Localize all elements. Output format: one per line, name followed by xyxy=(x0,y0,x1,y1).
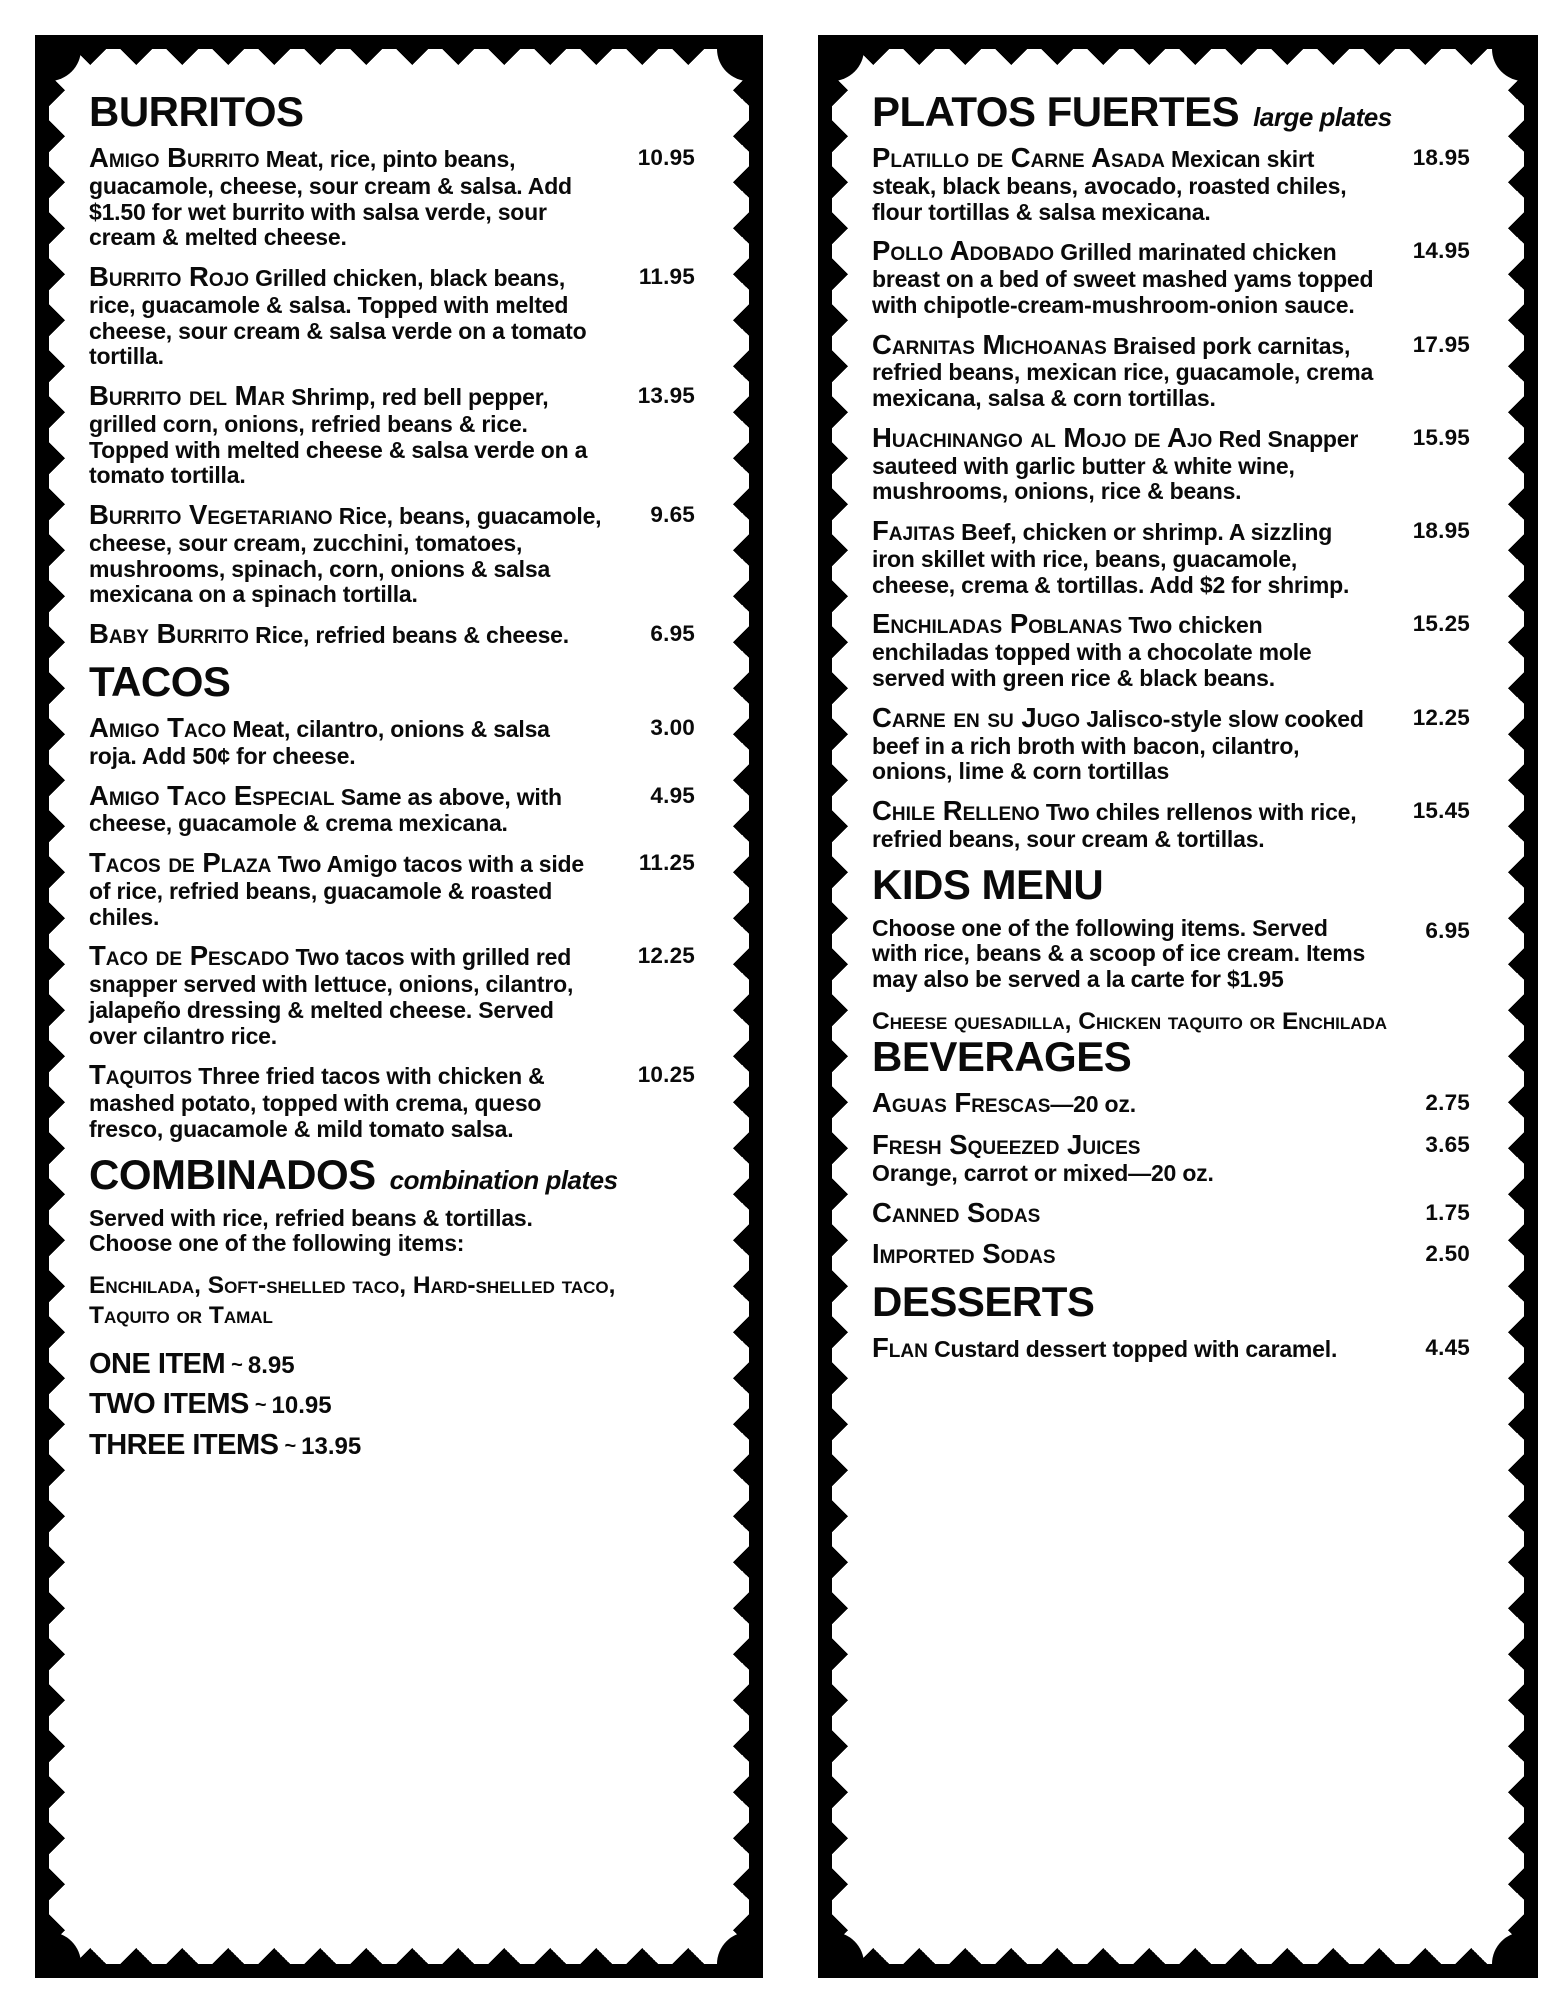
item-desc: Two chicken enchiladas topped with a chocolate mole served with green rice & black beans. xyxy=(872,612,1312,692)
item-name: Pollo Adobado xyxy=(872,235,1055,267)
zigzag-border-top xyxy=(67,49,731,65)
kids-menu-choices: Cheese quesadilla, Chicken taquito or Enchilada xyxy=(872,1007,1388,1035)
section-title-burritos: BURRITOS xyxy=(89,88,304,135)
item-name: Amigo Taco xyxy=(89,711,227,743)
item-name: Flan xyxy=(872,1332,928,1364)
item-price: 11.25 xyxy=(638,850,695,876)
item-name: Chile Relleno xyxy=(872,795,1040,827)
combo-option: THREE ITEMS ~ 13.95 xyxy=(89,1428,362,1461)
item-price: 1.75 xyxy=(1425,1199,1470,1225)
item-price: 11.95 xyxy=(638,264,695,290)
corner-fillet xyxy=(1492,1932,1524,1964)
item-price: 14.95 xyxy=(1412,238,1470,264)
tilde-separator: ~ xyxy=(254,1394,267,1417)
combinados-options xyxy=(89,1348,695,1462)
item-price: 3.65 xyxy=(1425,1132,1470,1158)
menu-item xyxy=(89,848,695,930)
option-price: 8.95 xyxy=(247,1352,295,1379)
item-desc: Same as above, with cheese, guacamole & crema mexicana. xyxy=(89,783,562,837)
menu-item xyxy=(872,236,1470,318)
menu-item xyxy=(872,516,1470,598)
menu-item xyxy=(89,1060,695,1142)
item-name: Fajitas xyxy=(872,515,955,547)
item-price: 10.95 xyxy=(637,145,695,170)
corner-fillet xyxy=(1492,49,1524,81)
right-menu-card xyxy=(818,35,1538,1978)
item-price: 4.45 xyxy=(1425,1335,1470,1361)
right-card-content xyxy=(872,88,1470,1375)
menu-item xyxy=(89,619,695,650)
item-price: 3.00 xyxy=(650,714,695,740)
item-desc: Grilled chicken, black beans, rice, guacamole & salsa. Topped with melted cheese, sour cream & salsa verde on a tomato tortilla. xyxy=(89,265,587,370)
option-price: 13.95 xyxy=(301,1432,362,1460)
item-name: Aguas Frescas xyxy=(872,1087,1051,1119)
tilde-separator: ~ xyxy=(284,1434,297,1457)
section-title-kids-menu: KIDS MENU xyxy=(872,860,1104,908)
menu-item xyxy=(872,1130,1470,1187)
item-price: 2.75 xyxy=(1425,1090,1470,1116)
menu-item xyxy=(872,609,1470,691)
menu-item xyxy=(89,713,695,770)
left-card-content xyxy=(89,88,695,1469)
menu-item xyxy=(872,1088,1470,1119)
section-title-combinados: COMBINADOS combination plates xyxy=(89,1150,618,1198)
item-price: 18.95 xyxy=(1412,518,1470,544)
item-name: Taco de Pescado xyxy=(89,940,290,972)
zigzag-border-left xyxy=(49,67,65,1946)
item-price: 6.95 xyxy=(650,621,695,647)
combinados-intro: Served with rice, refried beans & tortillas. Choose one of the following items: xyxy=(89,1204,533,1257)
item-desc: Jalisco-style slow cooked beef in a rich broth with bacon, cilantro, onions, lime & corn tortillas xyxy=(872,705,1364,785)
item-name: Amigo Burrito xyxy=(89,142,260,173)
corner-fillet xyxy=(717,1932,749,1964)
item-desc: Rice, refried beans & cheese. xyxy=(255,622,569,649)
item-desc: Red Snapper sauteed with garlic butter & white wine, mushrooms, onions, rice & beans. xyxy=(872,425,1359,505)
item-desc: Rice, beans, guacamole, cheese, sour cream, zucchini, tomatoes, mushrooms, spinach, corn, onions & salsa mexicana on a spinach tortilla. xyxy=(89,503,602,608)
menu-item xyxy=(89,941,695,1049)
item-price: 2.50 xyxy=(1425,1241,1470,1267)
menu-item xyxy=(872,330,1470,412)
item-name: Tacos de Plaza xyxy=(89,847,272,879)
item-price: 12.25 xyxy=(637,943,695,969)
item-desc: Two chiles rellenos with rice, refried beans, sour cream & tortillas. xyxy=(872,799,1357,852)
item-price: 10.25 xyxy=(637,1062,695,1088)
item-name: Baby Burrito xyxy=(89,618,249,650)
item-price: 17.95 xyxy=(1412,331,1470,357)
menu-item xyxy=(89,781,695,838)
left-menu-card xyxy=(35,35,763,1978)
menu-item xyxy=(872,1239,1470,1270)
item-desc: Orange, carrot or mixed—20 oz. xyxy=(872,1159,1214,1186)
item-desc: Braised pork carnitas, refried beans, mexican rice, guacamole, crema mexicana, salsa & corn tortillas. xyxy=(872,332,1374,412)
item-desc: Meat, rice, pinto beans, guacamole, cheese, sour cream & salsa. Add $1.50 for wet burrito with salsa verde, sour cream & melted cheese. xyxy=(89,146,572,251)
item-name: Burrito Vegetariano xyxy=(89,499,333,531)
section-title-beverages: BEVERAGES xyxy=(872,1033,1132,1081)
item-price: 9.65 xyxy=(650,502,695,528)
item-name: Burrito Rojo xyxy=(89,261,249,293)
zigzag-border-right xyxy=(1508,67,1524,1946)
item-desc: Mexican skirt steak, black beans, avocado, roasted chiles, flour tortillas & salsa mexicana. xyxy=(872,146,1347,225)
corner-fillet xyxy=(717,49,749,81)
item-price: 15.25 xyxy=(1412,611,1470,637)
item-price: 13.95 xyxy=(637,383,695,409)
item-desc: Custard dessert topped with caramel. xyxy=(934,1336,1338,1363)
item-name: Fresh Squeezed Juices xyxy=(872,1129,1141,1161)
item-name: Carne en su Jugo xyxy=(872,701,1080,733)
item-desc: Shrimp, red bell pepper, grilled corn, onions, refried beans & rice. Topped with melted cheese & salsa verde on a tomato tortilla. xyxy=(89,384,588,489)
menu-item xyxy=(872,143,1470,225)
combinados-choices: Enchilada, Soft-shelled taco, Hard-shelled taco, Taquito or Tamal xyxy=(89,1272,616,1329)
item-price: 15.95 xyxy=(1412,424,1470,450)
menu-item xyxy=(89,500,695,608)
item-price: 4.95 xyxy=(650,782,695,808)
corner-fillet xyxy=(49,49,81,81)
menu-item xyxy=(872,423,1470,505)
item-desc: Beef, chicken or shrimp. A sizzling iron skillet with rice, beans, guacamole, cheese, crema & tortillas. Add $2 for shrimp. xyxy=(872,519,1350,598)
kids-menu-paragraph: Choose one of the following items. Served with rice, beans & a scoop of ice cream. Items may also be served a la carte for $1.95 6.95 xyxy=(872,914,1470,993)
zigzag-border-right xyxy=(733,67,749,1946)
combo-option: ONE ITEM ~ 8.95 xyxy=(89,1348,295,1380)
menu-item xyxy=(89,143,695,251)
section-title-desserts: DESSERTS xyxy=(872,1278,1095,1326)
item-desc: Three fried tacos with chicken & mashed potato, topped with crema, queso fresco, guacamole & mild tomato salsa. xyxy=(89,1063,545,1142)
zigzag-border-bottom xyxy=(850,1948,1506,1964)
item-name: Burrito del Mar xyxy=(89,380,285,412)
section-subtitle: combination plates xyxy=(389,1164,618,1195)
section-title-tacos: TACOS xyxy=(89,657,231,705)
item-name: Carnitas Michoanas xyxy=(872,328,1107,360)
menu-item xyxy=(872,796,1470,853)
item-desc: Two tacos with grilled red snapper served with lettuce, onions, cilantro, jalapeño dressing & melted cheese. Served over cilantro rice. xyxy=(89,944,574,1049)
item-name: Platillo de Carne Asada xyxy=(872,142,1165,173)
item-desc: Two Amigo tacos with a side of rice, refried beans, guacamole & roasted chiles. xyxy=(89,851,584,930)
zigzag-border-left xyxy=(832,67,848,1946)
zigzag-border-bottom xyxy=(67,1948,731,1964)
corner-fillet xyxy=(832,1932,864,1964)
zigzag-border-top xyxy=(850,49,1506,65)
combo-option: TWO ITEMS ~ 10.95 xyxy=(89,1388,332,1421)
section-title-platos-fuertes: PLATOS FUERTES large plates xyxy=(872,88,1392,135)
item-price: 18.95 xyxy=(1412,145,1470,170)
item-name: Taquitos xyxy=(89,1059,193,1091)
menu-item xyxy=(89,381,695,489)
corner-fillet xyxy=(832,49,864,81)
item-name: Canned Sodas xyxy=(872,1196,1041,1228)
item-desc: Grilled marinated chicken breast on a bed of sweet mashed yams topped with chipotle-cream-mushroom-onion sauce. xyxy=(872,239,1374,318)
item-name: Amigo Taco Especial xyxy=(89,779,335,811)
item-price: 12.25 xyxy=(1412,704,1470,730)
tilde-separator: ~ xyxy=(231,1354,243,1376)
item-desc: Meat, cilantro, onions & salsa roja. Add 50¢ for cheese. xyxy=(89,715,550,769)
item-name: Huachinango al Mojo de Ajo xyxy=(872,421,1213,453)
item-price: 6.95 xyxy=(1425,917,1470,943)
item-size: —20 oz. xyxy=(1050,1091,1136,1118)
menu-item xyxy=(872,703,1470,785)
corner-fillet xyxy=(49,1932,81,1964)
menu-item xyxy=(89,262,695,370)
section-subtitle: large plates xyxy=(1253,102,1392,132)
item-name: Imported Sodas xyxy=(872,1238,1056,1270)
option-price: 10.95 xyxy=(271,1392,332,1420)
menu-item xyxy=(872,1333,1470,1364)
item-price: 15.45 xyxy=(1412,798,1470,824)
item-name: Enchiladas Poblanas xyxy=(872,608,1123,640)
menu-item xyxy=(872,1198,1470,1229)
